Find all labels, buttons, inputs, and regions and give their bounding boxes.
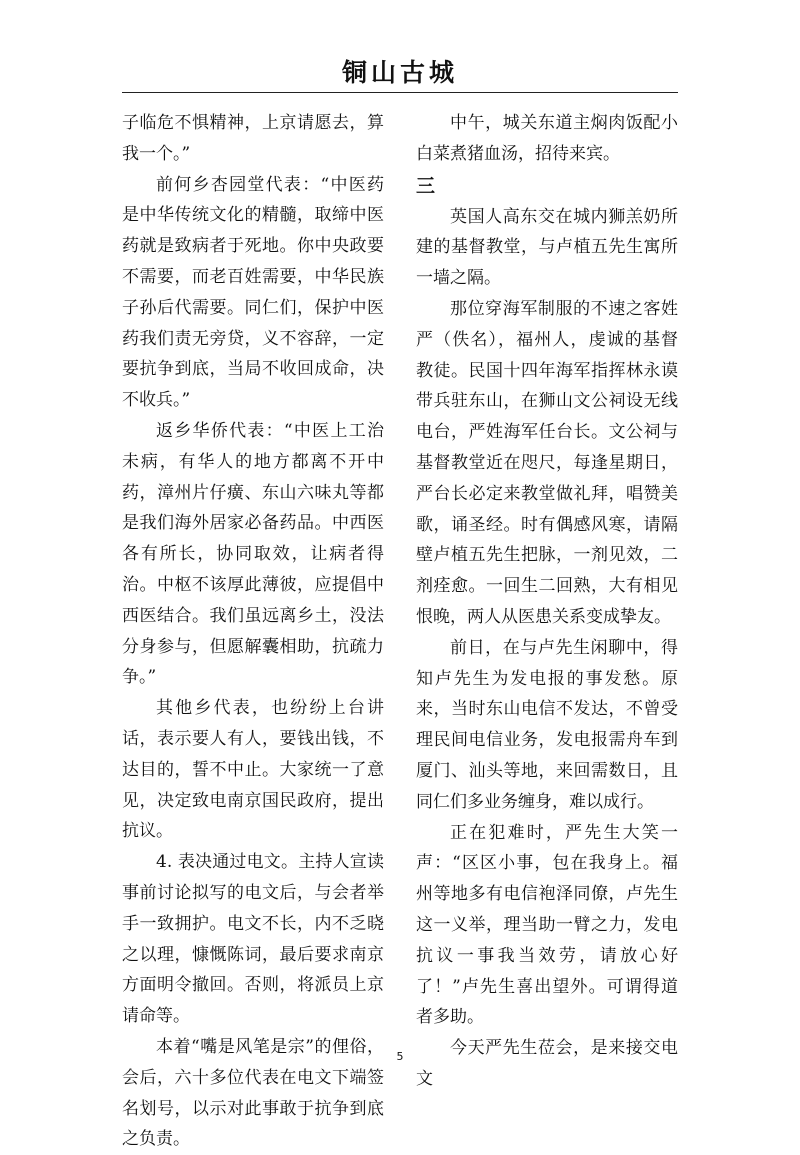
section-heading-three: 三 — [416, 174, 436, 197]
running-header-title: 铜山古城 — [341, 58, 458, 87]
paragraph-continued: 子临危不惧精神，上京请愿去，算我一个。” — [122, 113, 384, 164]
paragraph-help-offer: 正在犯难时，严先生大笑一声：“区区小事，包在我身上。福州等地多有电信袍泽同僚，卢先生这一义举，理当助一臂之力，发电抗议一事我当效劳，请放心好了！”卢先生喜出望外。可谓得道者多助。 — [416, 822, 678, 1028]
paragraph-heyuan-speech: 前何乡杏园堂代表：“中医药是中华传统文化的精髓，取缔中医药就是致病者于死地。你中央政要不需要，而老百姓需要，中华民族子孙后代需要。同仁们，保护中医药我们责无旁贷，义不容辞，一定要抗争到底，当局不收回成命，决不收兵。” — [122, 174, 384, 411]
paragraph-overseas-speech: 返乡华侨代表：“中医上工治未病，有华人的地方都离不开中药，漳州片仔癀、东山六味丸等都是我们海外居家必备药品。中西医各有所长，协同取效，让病者得治。中枢不该厚此薄彼，应提倡中西医结合。我们虽远离乡土，没法分身参与，但愿解囊相助，抗疏力争。” — [122, 420, 384, 688]
paragraph-telegram-worry: 前日，在与卢先生闲聊中，得知卢先生为发电报的事发愁。原来，当时东山电信不发达，不曾受理民间电信业务，发电报需舟车到厦门、汕头等地，来回需数日，且同仁们多业务缠身，难以成行。 — [416, 637, 678, 812]
paragraph-signatures: 本着“嘴是风笔是宗”的俚俗，会后，六十多位代表在电文下端签名划号，以示对此事敢于抗争到底之负责。 — [122, 1036, 384, 1150]
paragraph-lunch: 中午，城关东道主焖肉饭配小白菜煮猪血汤，招待来宾。 — [416, 113, 678, 164]
paragraph-attendance: 今天严先生莅会，是来接交电文 — [416, 1038, 678, 1089]
left-text-column — [122, 108, 384, 1155]
header-divider — [122, 92, 678, 93]
page-number: 5 — [396, 1050, 404, 1063]
paragraph-vote-telegram: 4. 表决通过电文。主持人宣读事前讨论拟写的电文后，与会者举手一致拥护。电文不长，内不乏晓之以理，慷慨陈词，最后要求南京方面明令撤回。否则，将派员上京请命等。 — [122, 852, 384, 1027]
paragraph-church: 英国人高东交在城内狮羔奶所建的基督教堂，与卢植五先生寓所一墙之隔。 — [416, 206, 678, 289]
paragraph-naval-officer: 那位穿海军制服的不速之客姓严（佚名），福州人，虔诚的基督教徒。民国十四年海军指挥林永谟带兵驻东山，在狮山文公祠设无线电台，严姓海军任台长。文公祠与基督教堂近在咫尺，每逢星期日，严台长必定来教堂做礼拜，唱赞美歌，诵圣经。时有偶感风寒，请隔壁卢植五先生把脉，一剂见效，二剂痊愈。一回生二回熟，大有相见恨晚，两人从医患关系变成挚友。 — [416, 298, 678, 627]
right-text-column — [416, 108, 678, 1095]
paragraph-other-delegates: 其他乡代表，也纷纷上台讲话，表示要人有人，要钱出钱，不达目的，誓不中止。大家统一了意见，决定致电南京国民政府，提出抗议。 — [122, 698, 384, 842]
